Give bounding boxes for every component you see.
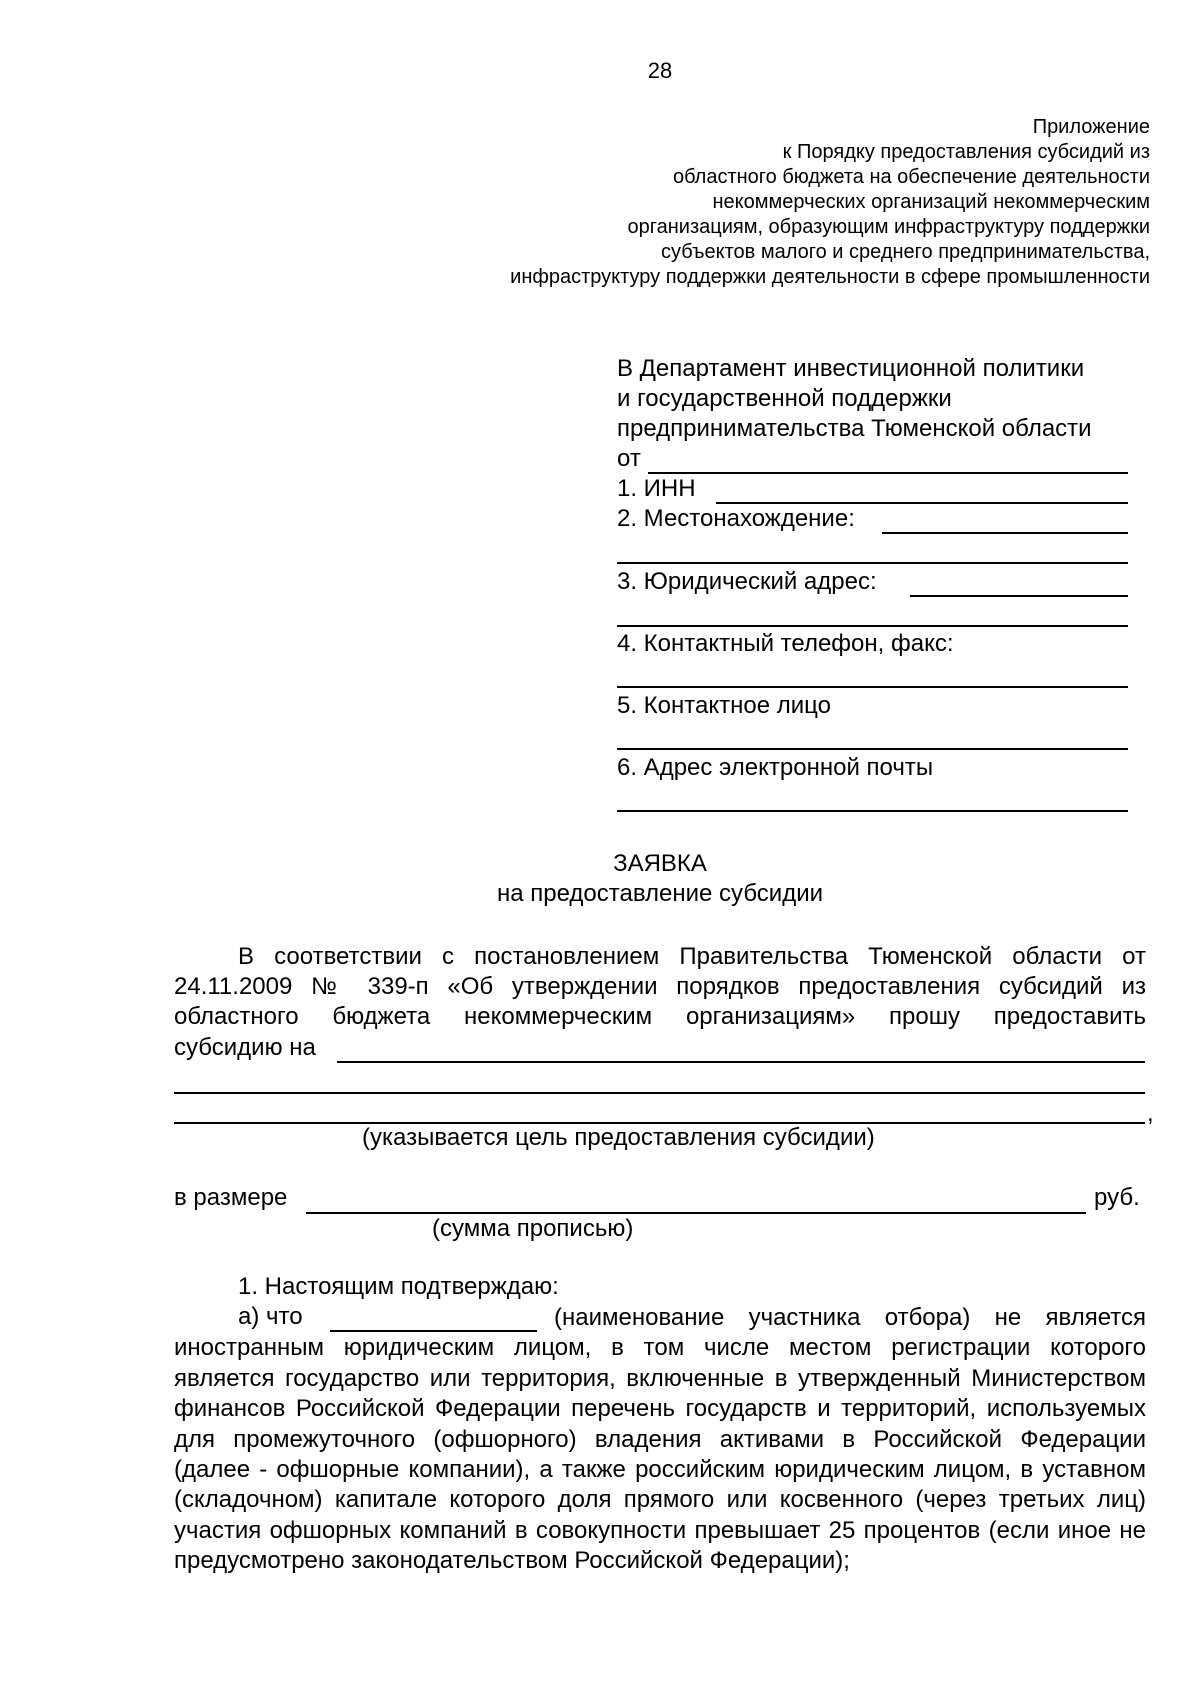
appendix-line: субъектов малого и среднего предпринимательства, bbox=[661, 241, 1150, 263]
inn-label: 1. ИНН bbox=[617, 475, 696, 502]
subsidy-purpose-field-line-2[interactable] bbox=[174, 1092, 1145, 1094]
amount-field[interactable] bbox=[306, 1212, 1086, 1214]
location-field-line-2[interactable] bbox=[617, 562, 1128, 564]
inn-field[interactable] bbox=[716, 502, 1128, 504]
email-field[interactable] bbox=[617, 810, 1128, 812]
page-number: 28 bbox=[647, 58, 673, 83]
subsidy-for-label: субсидию на bbox=[174, 1034, 316, 1061]
contact-person-field[interactable] bbox=[617, 748, 1128, 750]
item-a-prefix: а) что bbox=[238, 1303, 303, 1330]
appendix-line: Приложение bbox=[1032, 116, 1150, 138]
purpose-hint: (указывается цель предоставления субсидии) bbox=[362, 1124, 875, 1151]
from-field[interactable] bbox=[648, 472, 1128, 474]
location-field[interactable] bbox=[882, 532, 1128, 534]
appendix-line: областного бюджета на обеспечение деятельности bbox=[672, 166, 1150, 188]
appendix-line: инфраструктуру поддержки деятельности в сфере промышленности bbox=[510, 266, 1150, 288]
item-a-text: (наименование участника отбора) не является иностранным юридическим лицом, в том числе местом регистрации которого является государство или территория, включенные в утвержденный Министерством финансов Российской Федерации перечень государств и территорий, используемых для промежуточного (офшорного) владения активами в Российской Федерации (далее - офшорные компании), а также российским юридическим лицом, в уставном (складочном) капитале которого доля прямого или косвенного (через третьих лиц) участия офшорных компаний в совокупности превышает 25 процентов (если иное не предусмотрено законодательством Российской Федерации); bbox=[174, 1304, 1146, 1575]
location-label: 2. Местонахождение: bbox=[617, 505, 855, 532]
from-label: от bbox=[617, 445, 641, 472]
legal-address-label: 3. Юридический адрес: bbox=[617, 568, 877, 595]
appendix-line: некоммерческих организаций некоммерческим bbox=[712, 191, 1150, 213]
document-subtitle: на предоставление субсидии bbox=[496, 880, 824, 907]
addressee-line-2: и государственной поддержки bbox=[617, 385, 952, 412]
email-label: 6. Адрес электронной почты bbox=[617, 754, 934, 781]
amount-hint: (сумма прописью) bbox=[432, 1215, 634, 1242]
addressee-line-3: предпринимательства Тюменской области bbox=[617, 415, 1092, 442]
appendix-header bbox=[390, 115, 1150, 290]
request-paragraph: В соответствии с постановлением Правительства Тюменской области от 24.11.2009 № 339-п «Об утверждении порядков предоставления субсидий из областного бюджета некоммерческим организациям» прошу предоставить bbox=[174, 943, 1146, 1030]
contact-person-label: 5. Контактное лицо bbox=[617, 692, 831, 719]
amount-label: в размере bbox=[174, 1184, 288, 1211]
phone-label: 4. Контактный телефон, факс: bbox=[617, 630, 954, 657]
legal-address-field-line-2[interactable] bbox=[617, 625, 1128, 627]
confirm-heading: 1. Настоящим подтверждаю: bbox=[238, 1273, 559, 1300]
addressee-line-1: В Департамент инвестиционной политики bbox=[617, 355, 1085, 382]
subsidy-purpose-field[interactable] bbox=[337, 1061, 1145, 1063]
appendix-line: организациям, образующим инфраструктуру поддержки bbox=[627, 216, 1150, 238]
comma: , bbox=[1147, 1100, 1154, 1127]
appendix-line: к Порядку предоставления субсидий из bbox=[782, 141, 1150, 163]
currency-label: руб. bbox=[1094, 1184, 1140, 1211]
legal-address-field[interactable] bbox=[910, 595, 1128, 597]
phone-field[interactable] bbox=[617, 686, 1128, 688]
document-title: ЗАЯВКА bbox=[613, 850, 707, 877]
